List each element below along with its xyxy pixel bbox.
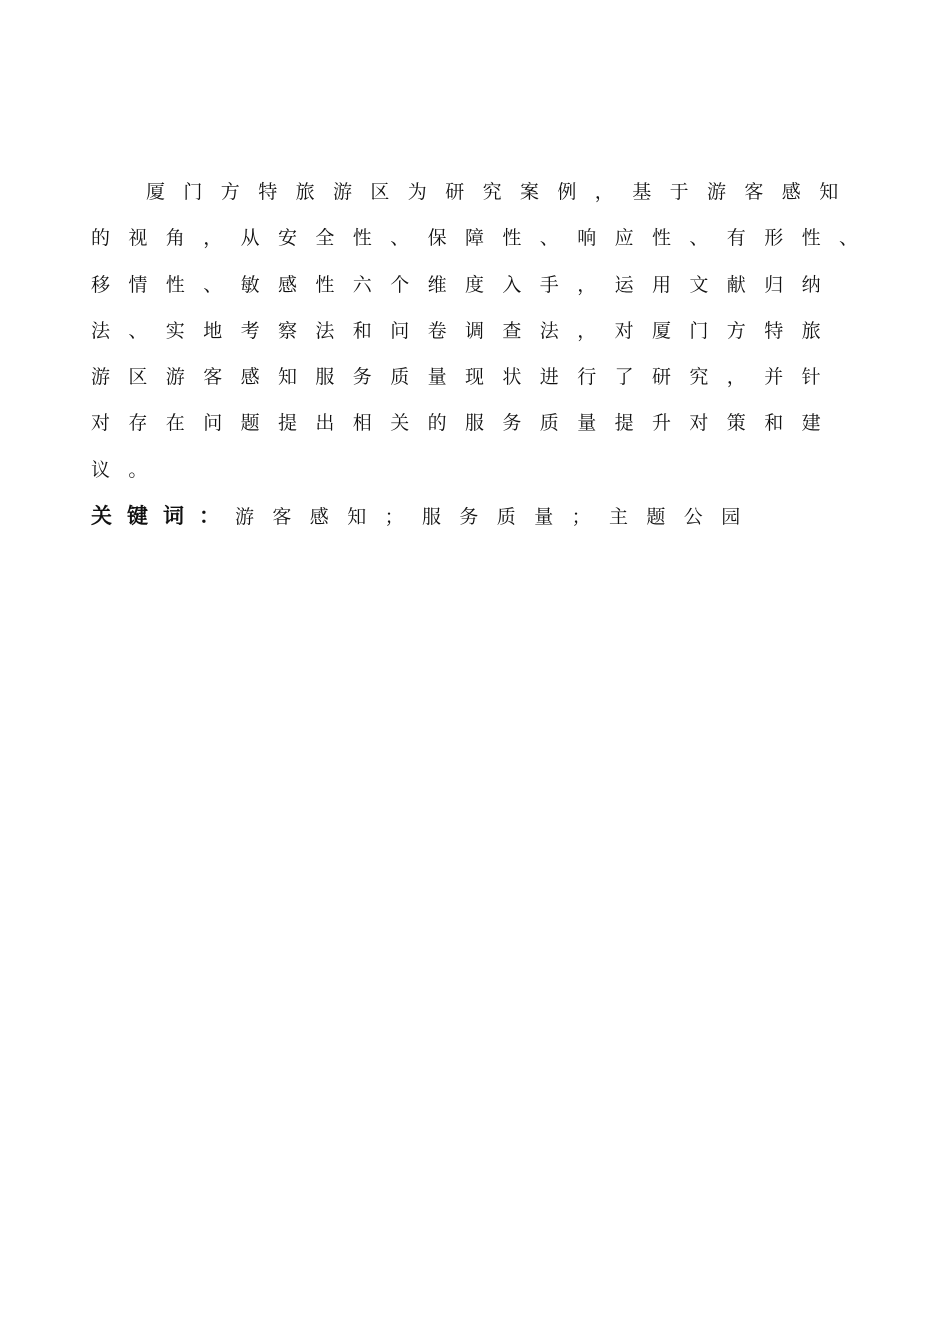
abstract-line: 的视角，从安全性、保障性、响应性、有形性、 [91, 227, 877, 250]
keywords-row [91, 497, 881, 537]
abstract-line: 游区游客感知服务质量现状进行了研究，并针 [91, 366, 840, 389]
abstract-line: 移情性、敏感性六个维度入手，运用文献归纳 [91, 273, 840, 296]
abstract-line: 厦门方特旅游区为研究案例，基于游客感知 [146, 181, 857, 203]
keywords-value: 游客感知；服务质量；主题公园 [235, 506, 759, 528]
abstract-paragraph [91, 173, 881, 497]
abstract-line: 议。 [91, 458, 166, 481]
keywords-label: 关键词： [91, 504, 235, 528]
abstract-line: 对存在问题提出相关的服务质量提升对策和建 [91, 412, 840, 435]
abstract-line: 法、实地考察法和问卷调查法，对厦门方特旅 [91, 319, 840, 342]
